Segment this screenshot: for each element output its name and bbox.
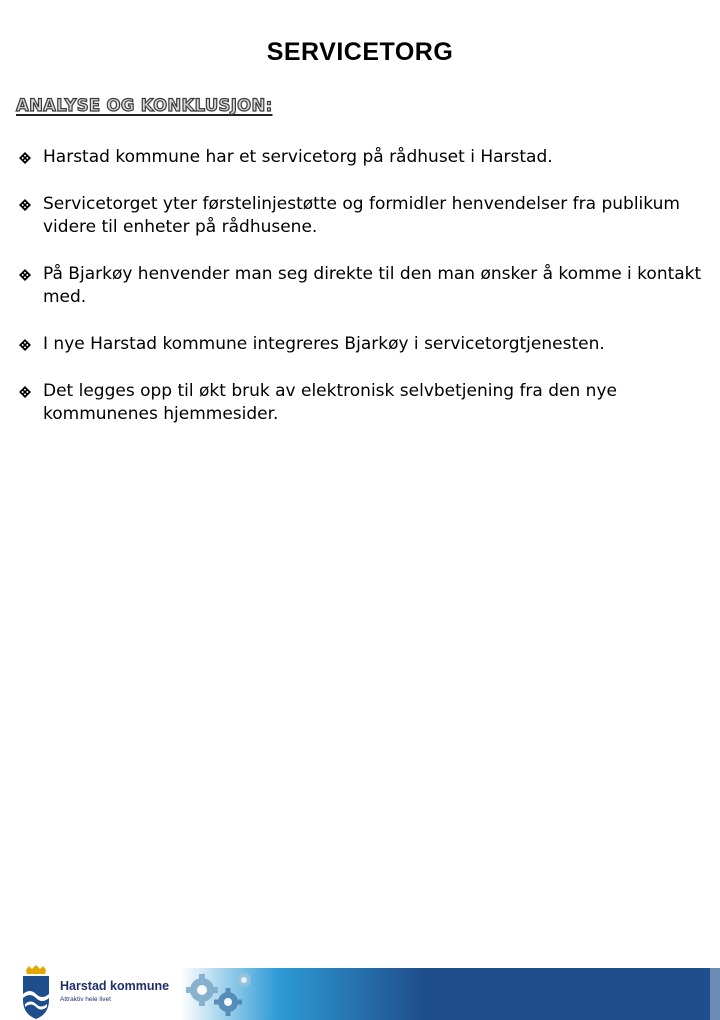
bullet-text: Harstad kommune har et servicetorg på rådhuset i Harstad.: [43, 147, 553, 167]
footer-band: [180, 968, 720, 1020]
bullet-item: [18, 380, 718, 426]
diamond-bullet-icon: [18, 338, 32, 352]
coat-of-arms-icon: [20, 964, 52, 1020]
bullet-item: [18, 146, 718, 169]
bullet-text: Servicetorget yter førstelinjestøtte og formidler henvendelser fra publikum videre til enheter på rådhusene.: [43, 194, 680, 237]
logo-name: Harstad kommune: [60, 979, 170, 993]
diamond-bullet-icon: [18, 268, 32, 282]
bullet-list: [18, 146, 718, 450]
section-heading: ANALYSE OG KONKLUSJON:: [16, 96, 273, 115]
page-title: SERVICETORG: [266, 38, 454, 66]
bullet-item: [18, 333, 718, 356]
gears-icon: [180, 968, 260, 1020]
logo-tagline: Attraktiv hele livet: [60, 996, 111, 1003]
bullet-text: I nye Harstad kommune integreres Bjarkøy i servicetorgtjenesten.: [43, 334, 605, 354]
diamond-bullet-icon: [18, 385, 32, 399]
bullet-item: [18, 263, 718, 309]
bullet-item: [18, 193, 718, 239]
bullet-text: Det legges opp til økt bruk av elektronisk selvbetjening fra den nye kommunenes hjemmesider.: [43, 381, 617, 424]
footer: [0, 480, 720, 1003]
bullet-text: På Bjarkøy henvender man seg direkte til den man ønsker å komme i kontakt med.: [43, 264, 702, 307]
diamond-bullet-icon: [18, 198, 32, 212]
diamond-bullet-icon: [18, 151, 32, 165]
